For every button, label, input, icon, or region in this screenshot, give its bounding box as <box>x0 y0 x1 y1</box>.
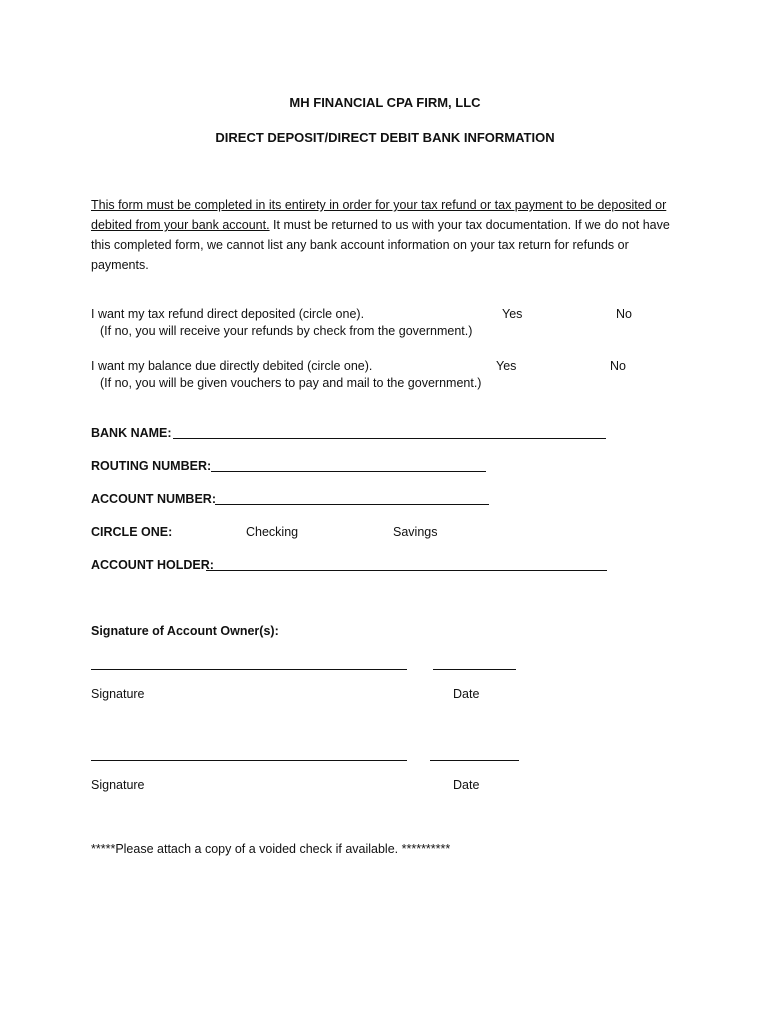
date-label-1: Date <box>453 687 480 701</box>
form-title: DIRECT DEPOSIT/DIRECT DEBIT BANK INFORMATION <box>215 130 555 145</box>
date-label-2: Date <box>453 778 480 792</box>
debit-note: (If no, you will be given vouchers to pay and mail to the government.) <box>100 376 482 390</box>
routing-number-label: ROUTING NUMBER: <box>91 459 212 473</box>
savings-option[interactable]: Savings <box>393 525 438 539</box>
account-number-field[interactable] <box>215 504 489 505</box>
account-number-label: ACCOUNT NUMBER: <box>91 492 216 506</box>
date-line-1[interactable] <box>433 669 516 670</box>
account-holder-label: ACCOUNT HOLDER: <box>91 558 214 572</box>
signature-line-1[interactable] <box>91 669 407 670</box>
signature-label-1: Signature <box>91 687 145 701</box>
refund-note: (If no, you will receive your refunds by check from the government.) <box>100 324 473 338</box>
signature-heading: Signature of Account Owner(s): <box>91 624 279 638</box>
voided-check-note: *****Please attach a copy of a voided check if available. ********** <box>91 842 451 856</box>
signature-label-2: Signature <box>91 778 145 792</box>
debit-yes-option[interactable]: Yes <box>496 359 517 373</box>
circle-one-label: CIRCLE ONE: <box>91 525 173 539</box>
refund-no-option[interactable]: No <box>616 307 632 321</box>
checking-option[interactable]: Checking <box>246 525 299 539</box>
routing-number-field[interactable] <box>211 471 486 472</box>
debit-question: I want my balance due directly debited (circle one). <box>91 359 373 373</box>
debit-no-option[interactable]: No <box>610 359 626 373</box>
refund-question: I want my tax refund direct deposited (circle one). <box>91 307 365 321</box>
account-holder-field[interactable] <box>206 570 607 571</box>
bank-name-label: BANK NAME: <box>91 426 172 440</box>
intro-rest-text: It must be returned to us with your tax documentation. If we do not have this completed form, we cannot list any bank account information on your tax return for refunds or payments. <box>91 218 670 272</box>
intro-paragraph <box>91 195 681 275</box>
bank-name-field[interactable] <box>173 438 606 439</box>
intro-underlined-text: This form must be completed in its entirety in order for your tax refund or tax payment to be deposited or debited from your bank account. <box>91 198 667 232</box>
date-line-2[interactable] <box>430 760 519 761</box>
signature-line-2[interactable] <box>91 760 407 761</box>
firm-name: MH FINANCIAL CPA FIRM, LLC <box>289 95 481 110</box>
refund-yes-option[interactable]: Yes <box>502 307 523 321</box>
